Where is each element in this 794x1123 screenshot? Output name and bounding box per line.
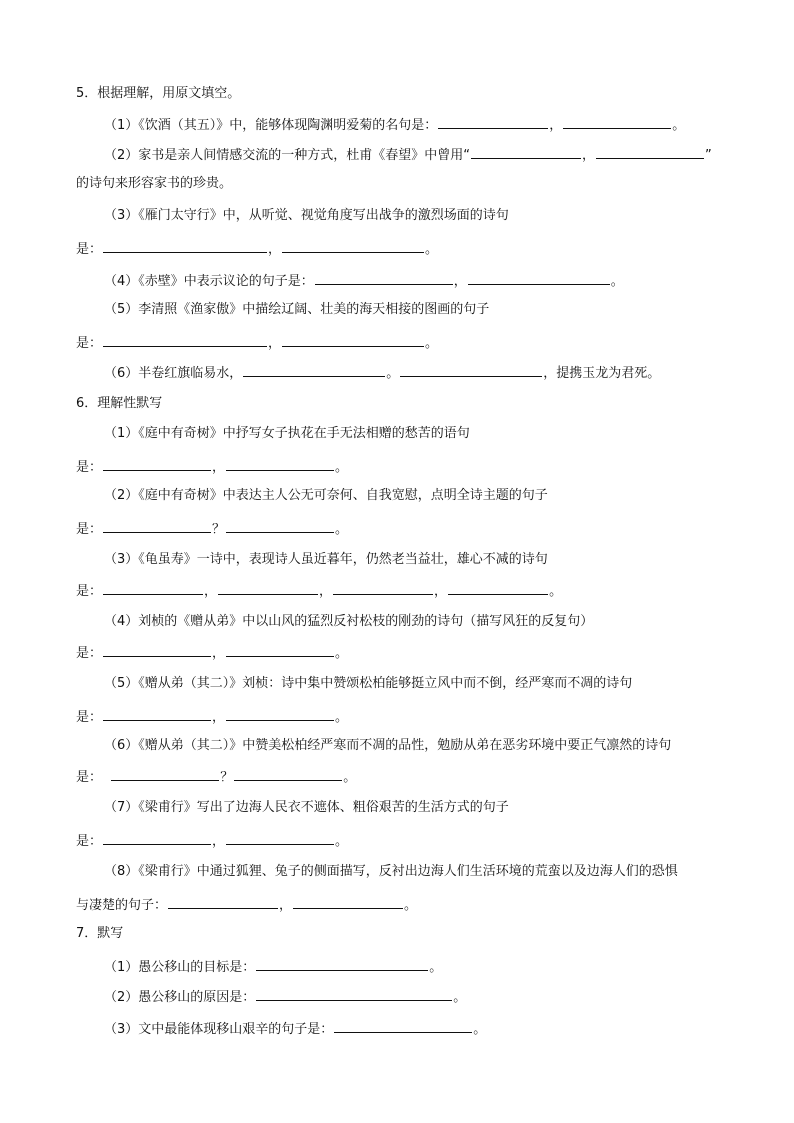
- q6-item-2: （2）《庭中有奇树》中表达主人公无可奈何、自我宽慰，点明全诗主题的句子: [104, 488, 548, 503]
- q5-item-3-answer: [76, 238, 438, 258]
- separator: 。: [335, 646, 349, 661]
- q7-item-1: [104, 956, 442, 976]
- q6-item-8-answer: [76, 894, 417, 914]
- q5-item-2: [104, 144, 712, 164]
- separator: 。: [672, 118, 686, 133]
- q5-item-4-prompt: （4）《赤壁》中表示议论的句子是：: [104, 274, 314, 289]
- separator: 。: [473, 1022, 487, 1037]
- separator: 。: [610, 274, 624, 289]
- separator: ，: [268, 336, 282, 351]
- q6-item-3: （3）《龟虽寿》一诗中，表现诗人虽近暮年，仍然老当益壮，雄心不减的诗句: [104, 552, 548, 567]
- q5-item-6: [104, 362, 660, 382]
- q6-item-6-answer: [76, 766, 356, 786]
- q7-title: 7．默写: [76, 926, 124, 941]
- answer-blank[interactable]: [111, 766, 219, 781]
- answer-blank[interactable]: [103, 332, 267, 347]
- q6-item-3-answer: [76, 580, 562, 600]
- answer-blank[interactable]: [468, 270, 610, 285]
- separator: ，: [268, 242, 282, 257]
- q5-item-6-prompt: （6）半卷红旗临易水，: [104, 366, 243, 381]
- answer-blank[interactable]: [333, 580, 433, 595]
- separator: 。: [335, 522, 349, 537]
- answer-blank[interactable]: [448, 580, 548, 595]
- separator: 。: [343, 770, 357, 785]
- answer-blank[interactable]: [596, 144, 704, 159]
- separator: 。: [429, 960, 443, 975]
- q6-item-6: （6）《赠从弟（其二）》中赞美松柏经严寒而不凋的品性，勉励从弟在恶劣环境中要正气凛然的诗句: [104, 738, 672, 753]
- answer-blank[interactable]: [226, 642, 334, 657]
- separator: 。: [453, 990, 467, 1005]
- q7-item-3: [104, 1018, 486, 1038]
- separator: 。: [335, 460, 349, 475]
- q6-item-7-answer: [76, 830, 348, 850]
- separator: 。: [425, 336, 439, 351]
- answer-blank[interactable]: [226, 518, 334, 533]
- q6-item-1: （1）《庭中有奇树》中抒写女子执花在手无法相赠的愁苦的语句: [104, 426, 470, 441]
- answer-blank[interactable]: [226, 456, 334, 471]
- answer-blank[interactable]: [103, 518, 211, 533]
- q5-item-4: [104, 270, 624, 290]
- answer-prefix: 是：: [76, 460, 103, 475]
- separator: ，: [279, 898, 293, 913]
- q7-item-2: [104, 986, 466, 1006]
- q7-item-3-prompt: （3）文中最能体现移山艰辛的句子是：: [104, 1022, 334, 1037]
- q5-item-1-prompt: （1）《饮酒（其五）》中，能够体现陶渊明爱菊的名句是：: [104, 118, 438, 133]
- separator: 。: [425, 242, 439, 257]
- answer-prefix: 是：: [76, 584, 103, 599]
- q6-item-5: （5）《赠从弟（其二）》刘桢：诗中集中赞颂松柏能够挺立风中而不倒，经严寒而不凋的诗句: [104, 676, 633, 691]
- answer-blank[interactable]: [103, 830, 211, 845]
- answer-prefix: 是：: [76, 710, 103, 725]
- answer-blank[interactable]: [256, 986, 452, 1001]
- q5-item-2-prompt: （2）家书是亲人间情感交流的一种方式，杜甫《春望》中曾用“: [104, 148, 471, 163]
- answer-blank[interactable]: [226, 706, 334, 721]
- separator: ，: [319, 584, 333, 599]
- answer-prefix: 是：: [76, 646, 103, 661]
- q6-item-1-answer: [76, 456, 348, 476]
- separator: 。: [404, 898, 418, 913]
- answer-prefix: 是：: [76, 522, 103, 537]
- q7-item-2-prompt: （2）愚公移山的原因是：: [104, 990, 256, 1005]
- q6-title: 6．理解性默写: [76, 396, 163, 411]
- answer-blank[interactable]: [256, 956, 428, 971]
- answer-blank[interactable]: [226, 830, 334, 845]
- separator: 。: [549, 584, 563, 599]
- answer-blank[interactable]: [563, 114, 671, 129]
- separator: ，: [549, 118, 563, 133]
- q5-item-2-continuation: 的诗句来形容家书的珍贵。: [76, 176, 233, 191]
- answer-blank[interactable]: [243, 362, 385, 377]
- answer-blank[interactable]: [293, 894, 403, 909]
- q5-item-5: （5）李清照《渔家傲》中描绘辽阔、壮美的海天相接的图画的句子: [104, 302, 490, 317]
- q6-item-7: （7）《梁甫行》写出了边海人民衣不遮体、粗俗艰苦的生活方式的句子: [104, 800, 509, 815]
- q5-item-1: [104, 114, 685, 134]
- separator: ，: [204, 584, 218, 599]
- answer-blank[interactable]: [103, 706, 211, 721]
- answer-blank[interactable]: [103, 456, 211, 471]
- answer-prefix: 是：: [76, 834, 103, 849]
- answer-prefix: 是：: [76, 242, 103, 257]
- separator: 。: [386, 366, 400, 381]
- answer-blank[interactable]: [438, 114, 548, 129]
- separator: ，: [212, 710, 226, 725]
- answer-blank[interactable]: [334, 1018, 472, 1033]
- answer-blank[interactable]: [234, 766, 342, 781]
- q6-item-2-answer: [76, 518, 348, 538]
- separator: ，: [434, 584, 448, 599]
- q5-title: 5．根据理解，用原文填空。: [76, 86, 241, 101]
- answer-blank[interactable]: [471, 144, 581, 159]
- separator: ，: [582, 148, 596, 163]
- q5-item-3: （3）《雁门太守行》中，从听觉、视觉角度写出战争的激烈场面的诗句: [104, 208, 509, 223]
- separator: ，: [212, 646, 226, 661]
- separator: ，: [212, 460, 226, 475]
- answer-blank[interactable]: [103, 238, 267, 253]
- separator: 。: [335, 834, 349, 849]
- q7-item-1-prompt: （1）愚公移山的目标是：: [104, 960, 256, 975]
- answer-blank[interactable]: [168, 894, 278, 909]
- answer-blank[interactable]: [103, 642, 211, 657]
- separator: ？: [212, 522, 226, 537]
- answer-blank[interactable]: [103, 580, 203, 595]
- answer-blank[interactable]: [218, 580, 318, 595]
- separator: ”: [705, 148, 712, 163]
- separator: ，: [453, 274, 467, 289]
- separator: ，提携玉龙为君死。: [543, 366, 661, 381]
- q6-item-4-answer: [76, 642, 348, 662]
- separator: ？: [220, 770, 234, 785]
- q6-item-4: （4）刘桢的《赠从弟》中以山风的猛烈反衬松枝的刚劲的诗句（描写风狂的反复句）: [104, 614, 594, 629]
- answer-blank[interactable]: [282, 238, 424, 253]
- answer-blank[interactable]: [282, 332, 424, 347]
- answer-prefix: 与凄楚的句子：: [76, 898, 168, 913]
- q6-item-8: （8）《梁甫行》中通过狐狸、兔子的侧面描写，反衬出边海人们生活环境的荒蛮以及边海人们的恐惧: [104, 864, 678, 879]
- separator: 。: [335, 710, 349, 725]
- q6-item-5-answer: [76, 706, 348, 726]
- answer-prefix: 是：: [76, 770, 103, 785]
- answer-prefix: 是：: [76, 336, 103, 351]
- q5-item-5-answer: [76, 332, 438, 352]
- answer-blank[interactable]: [315, 270, 453, 285]
- separator: ，: [212, 834, 226, 849]
- answer-blank[interactable]: [400, 362, 542, 377]
